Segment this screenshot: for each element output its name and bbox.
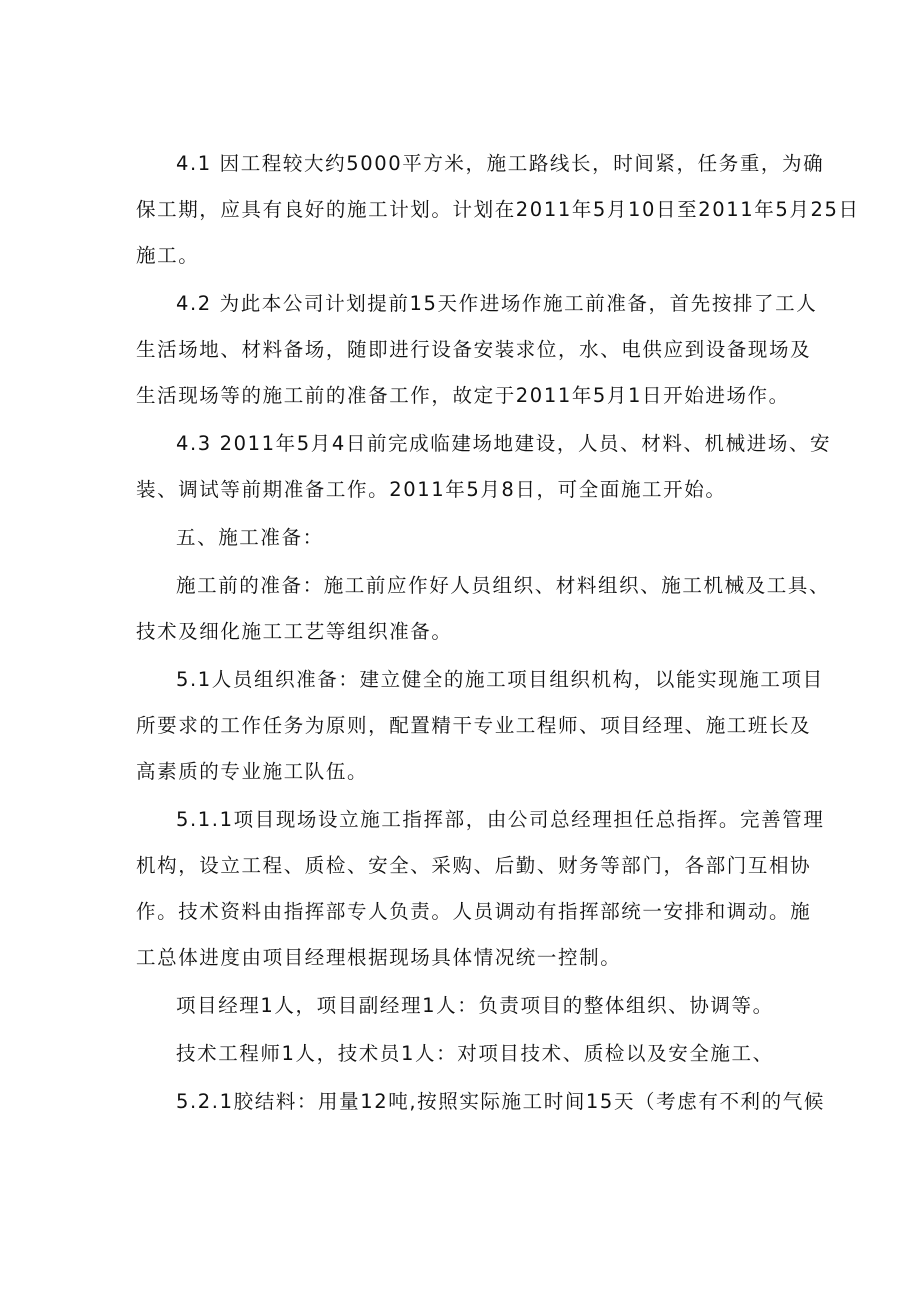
text-line: 生活场地、材料备场，随即进行设备安装求位，水、电供应到设备现场及 <box>136 338 812 361</box>
text-line: 机构，设立工程、质检、安全、采购、后勤、财务等部门，各部门互相协 <box>136 854 812 877</box>
text-line: 4.2 为此本公司计划提前15天作进场作施工前准备，首先按排了工人 <box>176 292 818 315</box>
text-line: 施工前的准备：施工前应作好人员组织、材料组织、施工机械及工具、 <box>176 574 831 597</box>
text-line: 5.2.1胶结料：用量12吨,按照实际施工时间15天（考虑有不利的气候 <box>176 1090 825 1113</box>
text-line: 作。技术资料由指挥部专人负责。人员调动有指挥部统一安排和调动。施 <box>136 900 812 923</box>
text-line: 技术及细化施工工艺等组织准备。 <box>136 620 453 643</box>
text-line: 所要求的工作任务为原则，配置精干专业工程师、项目经理、施工班长及 <box>136 714 812 737</box>
text-line: 5.1人员组织准备：建立健全的施工项目组织机构，以能实现施工项目 <box>176 668 824 691</box>
section-heading: 五、施工准备： <box>176 526 324 549</box>
text-line: 项目经理1人，项目副经理1人：负责项目的整体组织、协调等。 <box>176 994 774 1017</box>
text-line: 保工期，应具有良好的施工计划。计划在2011年5月10日至2011年5月25日 <box>136 198 860 221</box>
text-line: 工总体进度由项目经理根据现场具体情况统一控制。 <box>136 946 622 969</box>
text-line: 技术工程师1人，技术员1人：对项目技术、质检以及安全施工、 <box>176 1042 774 1065</box>
text-line: 施工。 <box>136 244 200 267</box>
text-line: 5.1.1项目现场设立施工指挥部，由公司总经理担任总指挥。完善管理 <box>176 808 825 831</box>
text-line: 装、调试等前期准备工作。2011年5月8日，可全面施工开始。 <box>136 478 727 501</box>
text-line: 4.3 2011年5月4日前完成临建场地建设，人员、材料、机械进场、安 <box>176 432 832 455</box>
text-line: 生活现场等的施工前的准备工作，故定于2011年5月1日开始进场作。 <box>136 384 790 407</box>
text-line: 4.1 因工程较大约5000平方米，施工路线长，时间紧，任务重，为确 <box>176 152 825 175</box>
text-line: 高素质的专业施工队伍。 <box>136 760 369 783</box>
